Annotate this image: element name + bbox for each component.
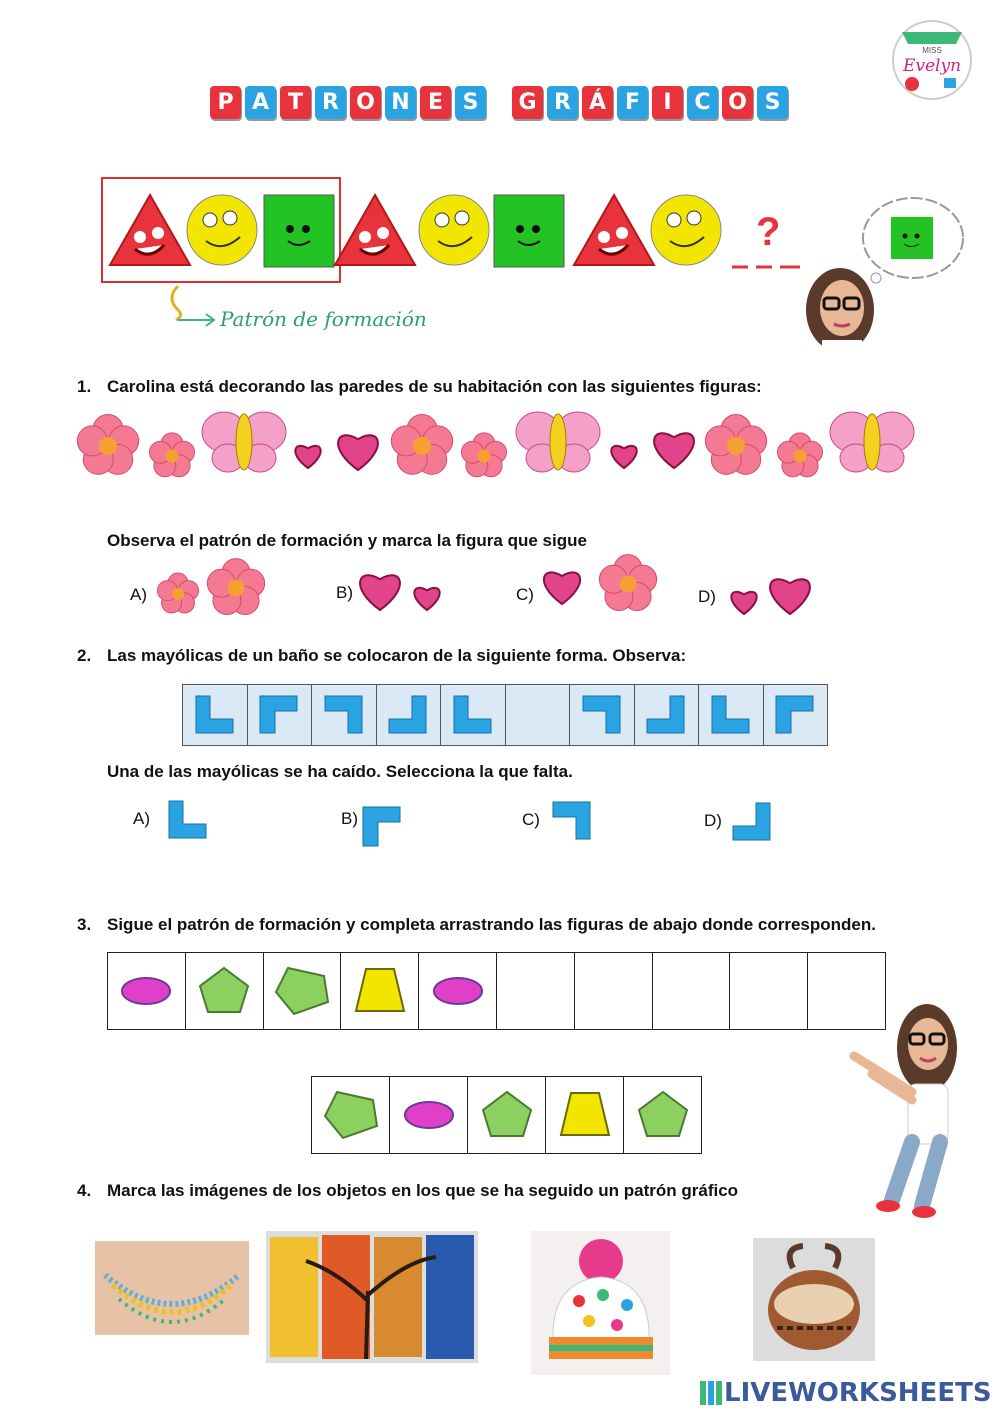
pentagon-tilted-icon — [323, 1090, 379, 1140]
question-number: 2. — [77, 646, 92, 665]
question-mark: ? — [756, 210, 781, 254]
flower-icon — [705, 415, 766, 475]
tile-option-d-icon[interactable] — [732, 802, 772, 842]
heart-icon — [338, 435, 378, 470]
pentagon-icon — [198, 966, 250, 1016]
pottery-photo[interactable] — [753, 1238, 875, 1361]
empty-drop-cell[interactable] — [652, 952, 731, 1030]
option-a-label[interactable]: A) — [130, 585, 147, 604]
painting-photo[interactable] — [266, 1231, 478, 1363]
tile-icon — [388, 695, 428, 735]
teacher-pointing-avatar — [832, 1000, 982, 1220]
flower-icon — [149, 433, 194, 477]
option-b-label[interactable]: B) — [336, 583, 353, 602]
title-letter-tile: S — [455, 86, 486, 119]
title-letter-tile: S — [757, 86, 788, 119]
flower-icon — [599, 555, 656, 611]
title-letter-tile: C — [687, 86, 718, 119]
square-face-icon — [494, 195, 564, 267]
tile-option-c-icon[interactable] — [552, 801, 592, 841]
flower-icon — [77, 415, 138, 475]
option-c-label[interactable]: C) — [522, 810, 540, 829]
question-number: 1. — [77, 377, 92, 396]
butterfly-icon — [830, 412, 914, 472]
draggable-shape[interactable] — [467, 1076, 546, 1154]
title-letter-tile: G — [512, 86, 543, 119]
tile-cell — [377, 685, 442, 745]
tile-icon — [195, 695, 235, 735]
tile-cell — [312, 685, 377, 745]
hat-photo[interactable] — [531, 1231, 670, 1375]
draggable-shape[interactable] — [623, 1076, 702, 1154]
circle-face-icon — [419, 195, 489, 265]
trapezoid-icon — [352, 967, 408, 1015]
tile-cell — [183, 685, 248, 745]
square-face-icon — [264, 195, 334, 267]
curved-arrow-icon — [164, 284, 224, 334]
pattern-label: Patrón de formación — [220, 307, 427, 331]
title-letter-tile: T — [280, 86, 311, 119]
tile-icon — [453, 695, 493, 735]
triangle-face-icon — [574, 195, 654, 265]
tile-cell — [441, 685, 506, 745]
title-letter-tile: I — [652, 86, 683, 119]
question-number: 3. — [77, 915, 92, 934]
tile-cell — [635, 685, 700, 745]
title-letter-tile: A — [245, 86, 276, 119]
ellipse-icon — [118, 971, 174, 1011]
flower-icon — [158, 573, 199, 613]
title-letter-tile: Á — [582, 86, 613, 119]
option-c-label[interactable]: C) — [516, 585, 534, 604]
heart-icon — [611, 446, 636, 468]
pattern-cell — [340, 952, 419, 1030]
circle-face-icon — [651, 195, 721, 265]
butterfly-icon — [202, 412, 286, 472]
tile-cell — [764, 685, 828, 745]
title-letter-tile: E — [420, 86, 451, 119]
heart-icon — [360, 575, 400, 610]
knit-hat-icon — [531, 1231, 670, 1375]
title-letter-tile: O — [722, 86, 753, 119]
tile-icon — [259, 695, 299, 735]
heart-icon — [295, 446, 320, 468]
q1-options-figures[interactable] — [150, 552, 830, 624]
empty-drop-cell[interactable] — [729, 952, 808, 1030]
pattern-cell — [185, 952, 264, 1030]
option-a-label[interactable]: A) — [133, 809, 150, 828]
pattern-cell — [418, 952, 497, 1030]
teacher-avatar — [800, 262, 880, 354]
flower-icon — [207, 559, 264, 615]
pattern-cell — [107, 952, 186, 1030]
ellipse-icon — [401, 1095, 457, 1135]
question-4-text: Marca las imágenes de los objetos en los que se ha seguido un patrón gráfico — [107, 1181, 739, 1200]
tile-icon — [324, 695, 364, 735]
tile-icon — [582, 695, 622, 735]
title-letter-tile: F — [617, 86, 648, 119]
empty-drop-cell[interactable] — [807, 952, 886, 1030]
option-d-label[interactable]: D) — [698, 587, 716, 606]
title-letter-tile: O — [350, 86, 381, 119]
heart-icon — [544, 572, 580, 604]
tile-cell — [699, 685, 764, 745]
question-2-text: Las mayólicas de un baño se colocaron de la siguiente forma. Observa: — [107, 646, 687, 665]
question-1-text: Carolina está decorando las paredes de su habitación con las siguientes figuras: — [107, 377, 762, 396]
missing-tile-cell[interactable] — [506, 685, 571, 745]
question-3-text: Sigue el patrón de formación y completa arrastrando las figuras de abajo donde corresponden. — [107, 915, 876, 934]
pentagon-tilted-icon — [274, 966, 330, 1016]
empty-drop-cell[interactable] — [496, 952, 575, 1030]
trapezoid-icon — [557, 1091, 613, 1139]
necklace-icon — [95, 1241, 249, 1335]
tile-icon — [711, 695, 751, 735]
logo-line1: MISS — [922, 46, 942, 55]
tile-row — [182, 684, 828, 746]
question-number: 4. — [77, 1181, 92, 1200]
draggable-shape[interactable] — [545, 1076, 624, 1154]
question-1-sub: Observa el patrón de formación y marca la figura que sigue — [107, 531, 587, 550]
triangle-face-icon — [335, 195, 415, 265]
pentagon-icon — [637, 1090, 689, 1140]
heart-icon — [654, 433, 694, 468]
option-d-label[interactable]: D) — [704, 811, 722, 830]
triangle-face-icon — [110, 195, 190, 265]
draggable-shape[interactable] — [311, 1076, 390, 1154]
logo — [892, 20, 972, 100]
title-letter-tile: R — [547, 86, 578, 119]
heart-icon — [770, 579, 810, 614]
flower-icon — [777, 433, 822, 477]
tile-cell — [570, 685, 635, 745]
heart-icon — [414, 588, 439, 610]
pottery-icon — [753, 1238, 875, 1361]
circle-face-icon — [187, 195, 257, 265]
empty-drop-cell[interactable] — [574, 952, 653, 1030]
pentagon-icon — [481, 1090, 533, 1140]
option-b-label[interactable]: B) — [341, 809, 358, 828]
heart-icon — [731, 592, 756, 614]
q1-pattern-figures — [72, 400, 932, 490]
ellipse-icon — [430, 971, 486, 1011]
pattern-cell — [263, 952, 342, 1030]
tile-option-a-icon[interactable] — [168, 800, 208, 840]
draggable-shape[interactable] — [389, 1076, 468, 1154]
logo-line2: Evelyn — [902, 56, 962, 76]
liveworksheets-brand[interactable]: LIVEWORKSHEETS — [724, 1378, 992, 1408]
tree-painting-icon — [266, 1231, 478, 1363]
tile-option-b-icon[interactable] — [362, 806, 402, 848]
title-letter-tile: R — [315, 86, 346, 119]
tile-icon — [646, 695, 686, 735]
title-letter-tile: P — [210, 86, 241, 119]
page-title — [210, 86, 788, 119]
liveworksheets-logo-icon — [700, 1381, 722, 1405]
question-2-sub: Una de las mayólicas se ha caído. Selecciona la que falta. — [107, 762, 573, 781]
flower-icon — [461, 433, 506, 477]
necklace-photo[interactable] — [95, 1241, 249, 1335]
tile-cell — [248, 685, 313, 745]
title-letter-tile: N — [385, 86, 416, 119]
butterfly-icon — [516, 412, 600, 472]
example-pattern-figures — [100, 185, 820, 285]
tile-icon — [775, 695, 815, 735]
flower-icon — [391, 415, 452, 475]
